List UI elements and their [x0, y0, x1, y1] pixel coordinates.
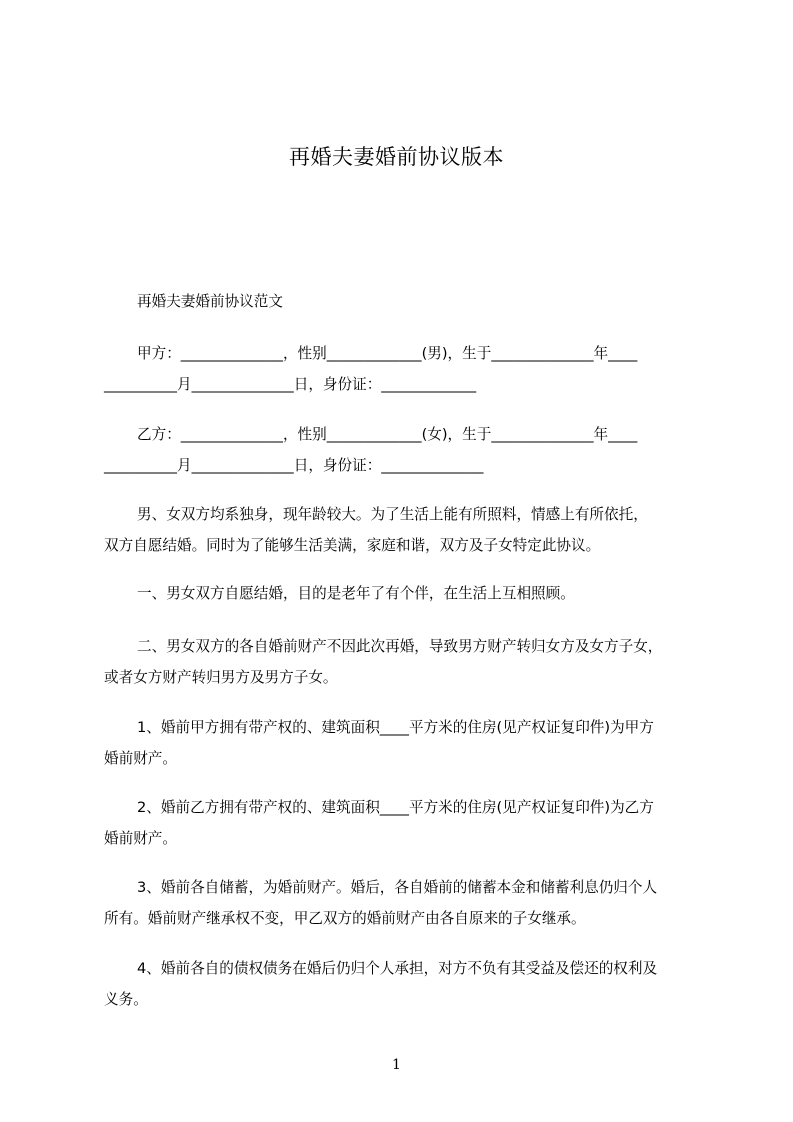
clause-2-line-1: 二、男女双方的各自婚前财产不因此次再婚，导致男方财产转归女方及女方子女，	[137, 638, 663, 655]
item-3-paragraph	[104, 872, 704, 934]
clause-1-line-1: 一、男女双方自愿结婚，目的是老年了有个伴，在生活上互相照顾。	[137, 585, 575, 602]
item-1-line-2: 婚前财产。	[104, 750, 177, 767]
item-2-line-1: 2、婚前乙方拥有带产权的、建筑面积____平方米的住房(见产权证复印件)为乙方	[137, 799, 654, 816]
party-a-line-2: __________月______________日，身份证：_____________	[104, 376, 477, 393]
clause-2-line-2: 或者女方财产转归男方及男方子女。	[104, 669, 338, 686]
subtitle-line: 再婚夫妻婚前协议范文	[137, 293, 283, 310]
clause-1-paragraph	[104, 578, 704, 609]
item-3-line-1: 3、婚前各自储蓄，为婚前财产。婚后，各自婚前的储蓄本金和储蓄利息仍归个人	[137, 879, 658, 896]
item-1-line-1: 1、婚前甲方拥有带产权的、建筑面积____平方米的住房(见产权证复印件)为甲方	[137, 719, 654, 736]
item-2-line-2: 婚前财产。	[104, 830, 177, 847]
clause-2-paragraph	[104, 631, 704, 693]
party-b-line-2: __________月______________日，身份证：______________	[104, 457, 484, 474]
page-number: 1	[392, 1057, 401, 1073]
item-2-paragraph	[104, 792, 704, 854]
party-a-paragraph	[104, 338, 704, 400]
intro-paragraph	[104, 499, 704, 561]
intro-line-2: 双方自愿结婚。同时为了能够生活美满，家庭和谐，双方及子女特定此协议。	[104, 537, 601, 554]
intro-line-1: 男、女双方均系独身，现年龄较大。为了生活上能有所照料，情感上有所依托，	[137, 506, 648, 523]
item-1-paragraph	[104, 712, 704, 774]
party-b-line-1: 乙方：______________，性别_____________(女)，生于______________年____	[137, 426, 638, 443]
document-subtitle	[104, 286, 704, 317]
item-4-line-1: 4、婚前各自的债权债务在婚后仍归个人承担，对方不负有其受益及偿还的权利及	[137, 960, 658, 977]
party-a-line-1: 甲方：______________，性别_____________(男)，生于______________年____	[137, 345, 638, 362]
party-b-paragraph	[104, 419, 704, 481]
item-4-paragraph	[104, 953, 704, 1015]
item-3-line-2: 所有。婚前财产继承权不变，甲乙双方的婚前财产由各自原来的子女继承。	[104, 910, 586, 927]
document-title: 再婚夫妻婚前协议版本	[289, 145, 504, 169]
item-4-line-2: 义务。	[104, 991, 148, 1008]
